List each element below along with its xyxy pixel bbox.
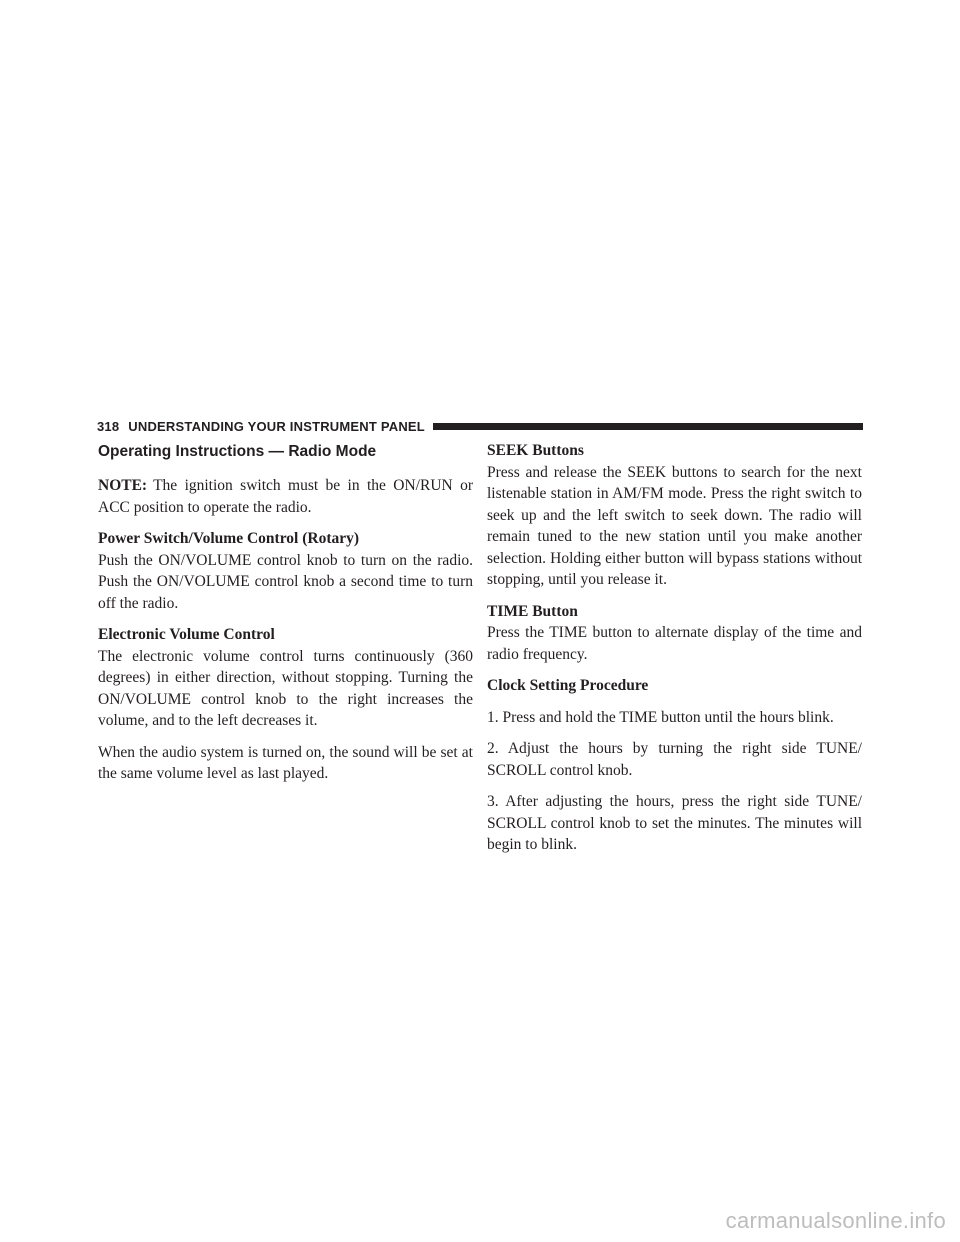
page-header	[97, 416, 863, 436]
time-heading: TIME Button	[487, 602, 578, 620]
page-number: 318	[97, 418, 120, 434]
clock-heading: Clock Setting Procedure	[487, 677, 649, 694]
section-heading: Operating Instructions — Radio Mode	[98, 443, 377, 460]
note-paragraph	[98, 475, 473, 518]
note-label: NOTE:	[98, 477, 148, 494]
seek-text: Press and release the SEEK buttons to search for the next listenable station in AM/FM mode. Press the right switch to seek up and the left switch to seek down. The radio will remain tuned to the new station until you make another selection. Holding either button will bypass stations without stopping, until you release it.	[487, 463, 862, 588]
clock-step-2: 2. Adjust the hours by turning the right side TUNE/ SCROLL control knob.	[487, 740, 862, 779]
power-heading: Power Switch/Volume Control (Rotary)	[98, 530, 360, 547]
clock-step-1: 1. Press and hold the TIME button until the hours blink.	[487, 708, 834, 726]
audio-text: When the audio system is turned on, the sound will be set at the same volume level as last played.	[98, 743, 473, 782]
header-rule	[433, 423, 863, 430]
power-text: Push the ON/VOLUME control knob to turn on the radio. Push the ON/VOLUME control knob a second time to turn off the radio.	[98, 551, 473, 612]
note-text: The ignition switch must be in the ON/RUN or ACC position to operate the radio.	[98, 477, 473, 516]
clock-step-3: 3. After adjusting the hours, press the right side TUNE/ SCROLL control knob to set the minutes. The minutes will begin to blink.	[487, 793, 862, 853]
volume-text: The electronic volume control turns continuously (360 degrees) in either direction, without stopping. Turning the ON/VOLUME control knob to the right increases the volume, and to the left decreases it.	[98, 647, 473, 729]
chapter-title: UNDERSTANDING YOUR INSTRUMENT PANEL	[128, 418, 425, 434]
seek-heading: SEEK Buttons	[487, 442, 584, 459]
volume-heading: Electronic Volume Control	[98, 626, 275, 643]
right-column	[487, 440, 862, 866]
watermark: carmanualsonline.info	[725, 1208, 946, 1233]
left-column	[98, 440, 473, 795]
time-text: Press the TIME button to alternate display of the time and radio frequency.	[487, 624, 862, 663]
